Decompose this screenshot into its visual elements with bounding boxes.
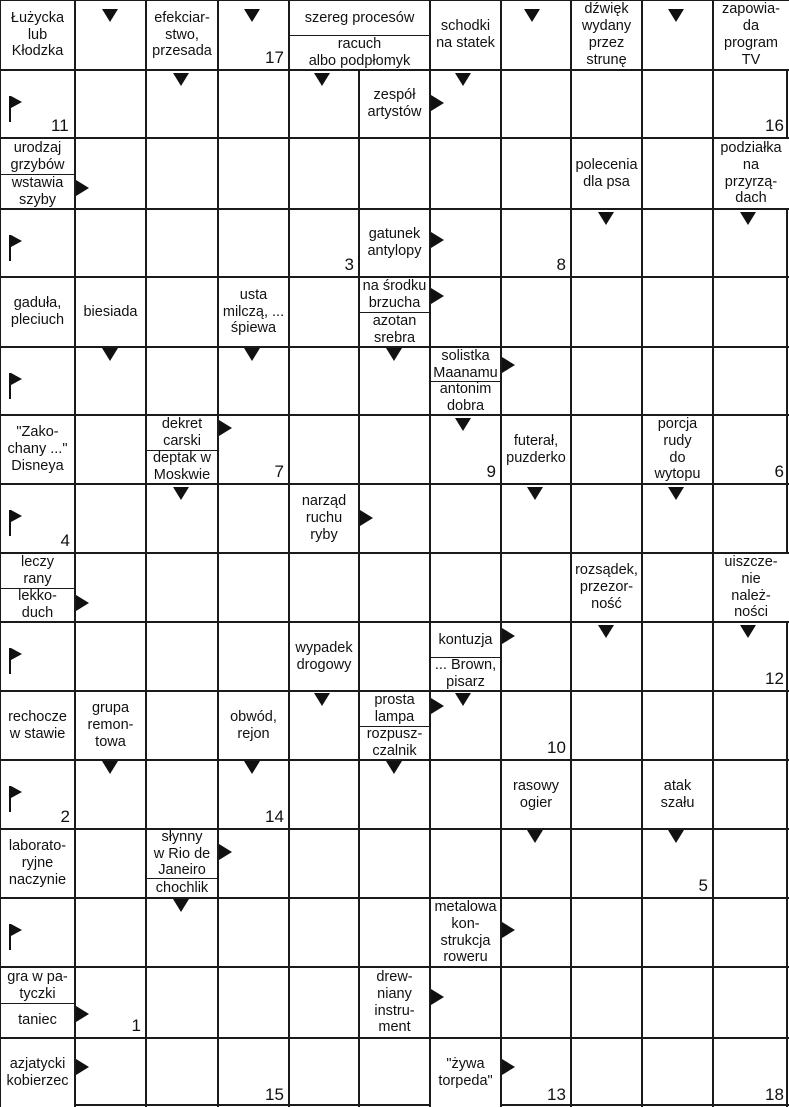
answer-number: 3 [344, 255, 354, 274]
arrow-down-icon [244, 761, 260, 774]
flag-icon [9, 648, 23, 674]
grid-line [0, 621, 789, 623]
clue-cell: rasowy ogier [502, 761, 570, 828]
grid-line [0, 1037, 789, 1039]
arrow-down-icon [102, 761, 118, 774]
clue-cell: antonim dobra [431, 381, 500, 414]
clue-cell: rozpusz- czalnik [360, 726, 429, 759]
clue-cell: słynny w Rio de Janeiro [147, 830, 217, 878]
arrow-down-icon [314, 693, 330, 706]
clue-cell: drew- niany instru- ment [360, 968, 429, 1037]
arrow-down-icon [173, 899, 189, 912]
answer-number: 6 [774, 462, 784, 481]
arrow-down-icon [102, 9, 118, 22]
clue-cell: kontuzja [431, 623, 500, 657]
clue-cell: podziałka na przyrzą- dach [714, 139, 788, 208]
flag-icon [9, 235, 23, 261]
clue-cell: wstawia szyby [1, 174, 74, 208]
arrow-right-icon [431, 95, 444, 111]
clue-cell: laborato- ryjne naczynie [1, 830, 74, 897]
grid-line [0, 483, 789, 485]
clue-cell: porcja rudy do wytopu [643, 416, 712, 483]
clue-cell: usta milczą, ... śpiewa [219, 278, 288, 346]
arrow-right-icon [431, 698, 444, 714]
arrow-down-icon [668, 487, 684, 500]
answer-number: 16 [765, 116, 784, 135]
clue-cell: racuch albo podpłomyk [290, 35, 429, 69]
flag-icon [9, 924, 23, 950]
clue-cell: biesiada [76, 278, 145, 346]
arrow-right-icon [431, 288, 444, 304]
clue-cell: uiszcze- nie należ- ności [714, 554, 788, 621]
clue-cell: na środku brzucha [360, 278, 429, 312]
arrow-right-icon [502, 628, 515, 644]
arrow-down-icon [524, 9, 540, 22]
clue-cell: Łużycka lub Kłodzka [1, 1, 74, 69]
arrow-down-icon [527, 487, 543, 500]
clue-cell: polecenia dla psa [572, 139, 641, 208]
clue-cell: zapowia- da program TV [714, 1, 788, 69]
arrow-right-icon [360, 510, 373, 526]
arrow-right-icon [76, 595, 89, 611]
arrow-down-icon [668, 830, 684, 843]
arrow-down-icon [102, 348, 118, 361]
answer-number: 7 [274, 462, 284, 481]
arrow-right-icon [219, 844, 232, 860]
clue-cell: azjatycki kobierzec [1, 1039, 74, 1106]
clue-cell: obwód, rejon [219, 692, 288, 759]
arrow-down-icon [173, 73, 189, 86]
clue-cell: "żywa torpeda" [431, 1039, 500, 1106]
clue-cell: chochlik [147, 878, 217, 897]
arrow-down-icon [244, 9, 260, 22]
clue-cell: prosta lampa [360, 692, 429, 726]
clue-cell: szereg procesów [290, 1, 429, 35]
clue-cell: gaduła, pleciuch [1, 278, 74, 346]
arrow-down-icon [314, 73, 330, 86]
clue-cell: dźwięk wydany przez strunę [572, 1, 641, 69]
clue-cell: dekret carski [147, 416, 217, 450]
flag-icon [9, 510, 23, 536]
answer-number: 8 [556, 255, 566, 274]
clue-cell: taniec [1, 1003, 74, 1037]
answer-number: 12 [765, 669, 784, 688]
clue-cell: zespół artystów [360, 71, 429, 137]
arrow-right-icon [502, 357, 515, 373]
clue-cell: rechocze w stawie [1, 692, 74, 759]
answer-number: 11 [51, 116, 69, 135]
answer-number: 1 [131, 1016, 141, 1035]
clue-cell: atak szału [643, 761, 712, 828]
answer-number: 4 [60, 531, 70, 550]
clue-cell: ... Brown, pisarz [431, 657, 500, 690]
arrow-down-icon [455, 73, 471, 86]
answer-number: 18 [765, 1085, 784, 1104]
arrow-down-icon [244, 348, 260, 361]
arrow-down-icon [386, 348, 402, 361]
flag-icon [9, 786, 23, 812]
arrow-right-icon [76, 1059, 89, 1075]
arrow-down-icon [740, 212, 756, 225]
arrow-right-icon [76, 1006, 89, 1022]
clue-cell: lekko- duch [1, 588, 74, 621]
answer-number: 15 [265, 1085, 284, 1104]
answer-number: 2 [60, 807, 70, 826]
answer-number: 9 [486, 462, 496, 481]
clue-cell: futerał, puzderko [502, 416, 570, 483]
arrow-right-icon [502, 1059, 515, 1075]
clue-cell: narząd ruchu ryby [290, 485, 358, 552]
clue-cell: deptak w Moskwie [147, 450, 217, 483]
answer-number: 13 [547, 1085, 566, 1104]
arrow-right-icon [431, 232, 444, 248]
clue-cell: efekciar- stwo, przesada [147, 1, 217, 69]
arrow-down-icon [598, 625, 614, 638]
grid-line [0, 897, 789, 899]
clue-cell: urodzaj grzybów [1, 139, 74, 174]
grid-line [0, 552, 789, 554]
grid-line [0, 1104, 789, 1106]
clue-cell: wypadek drogowy [290, 623, 358, 690]
arrow-down-icon [455, 693, 471, 706]
answer-number: 5 [698, 876, 708, 895]
clue-cell: gra w pa- tyczki [1, 968, 74, 1003]
clue-cell: rozsądek, przezor- ność [572, 554, 641, 621]
arrow-down-icon [527, 830, 543, 843]
clue-cell: azotan srebra [360, 312, 429, 346]
arrow-right-icon [502, 922, 515, 938]
flag-icon [9, 96, 23, 122]
clue-cell: leczy rany [1, 554, 74, 588]
arrow-down-icon [598, 212, 614, 225]
clue-cell: metalowa kon- strukcja roweru [431, 899, 500, 966]
flag-icon [9, 373, 23, 399]
arrow-right-icon [431, 989, 444, 1005]
arrow-right-icon [76, 180, 89, 196]
arrow-right-icon [219, 420, 232, 436]
clue-cell: "Zako- chany ..." Disneya [1, 416, 74, 483]
arrow-down-icon [173, 487, 189, 500]
arrow-down-icon [386, 761, 402, 774]
arrow-down-icon [740, 625, 756, 638]
arrow-down-icon [668, 9, 684, 22]
arrow-down-icon [455, 418, 471, 431]
answer-number: 14 [265, 807, 284, 826]
answer-number: 10 [547, 738, 566, 757]
clue-cell: grupa remon- towa [76, 692, 145, 759]
clue-cell: schodki na statek [431, 1, 500, 69]
grid-line [0, 137, 789, 139]
answer-number: 17 [265, 48, 284, 67]
clue-cell: solistka Maanamu [431, 348, 500, 381]
clue-cell: gatunek antylopy [360, 210, 429, 276]
